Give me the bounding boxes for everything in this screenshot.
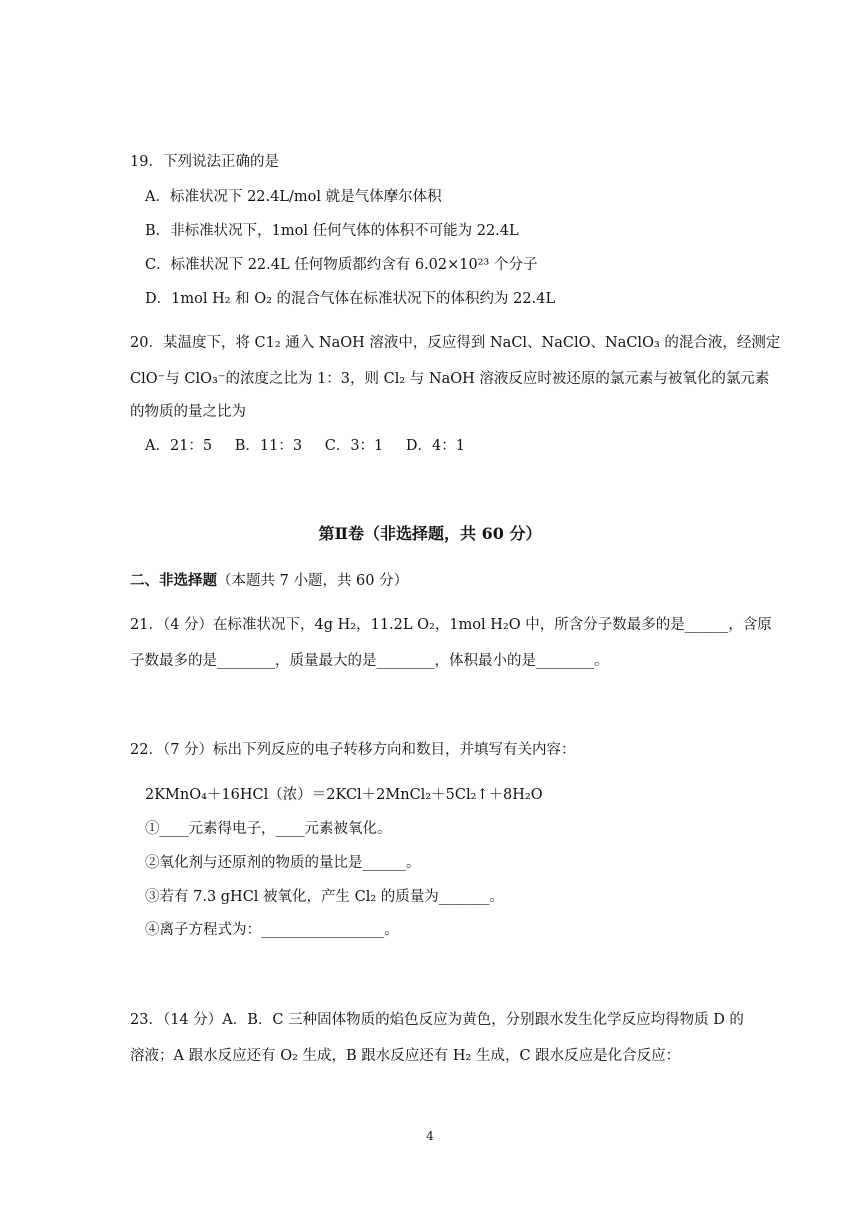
page-number: 4 <box>426 1129 434 1143</box>
q23-line-1: 23．（14 分）A．B．C 三种固体物质的焰色反应为黄色，分别跟水发生化学反应均得物质 D 的 <box>130 1012 744 1028</box>
q20-line-3: 的物质的量之比为 <box>130 404 246 420</box>
section-heading <box>130 571 408 591</box>
q21-line-2: 子数最多的是________，质量最大的是________，体积最小的是________。 <box>130 653 609 669</box>
q20-line-2: ClO⁻与 ClO₃⁻的浓度之比为 1：3，则 Cl₂ 与 NaOH 溶液反应时被还原的氯元素与被氧化的氯元素 <box>130 371 770 387</box>
q19-option-a: A．标准状况下 22.4L/mol 就是气体摩尔体积 <box>145 189 442 205</box>
q19-stem: 19．下列说法正确的是 <box>130 154 279 170</box>
q23-line-2: 溶液；A 跟水反应还有 O₂ 生成，B 跟水反应还有 H₂ 生成，C 跟水反应是化合反应： <box>130 1048 681 1064</box>
q22-equation: 2KMnO₄＋16HCl（浓）＝2KCl＋2MnCl₂＋5Cl₂↑＋8H₂O <box>145 787 543 803</box>
q22-item-3: ③若有 7.3 gHCl 被氧化，产生 Cl₂ 的质量为_______。 <box>145 889 505 905</box>
section-heading-note: （本题共 7 小题，共 60 分） <box>217 573 409 589</box>
q22-item-4: ④离子方程式为：_________________。 <box>145 922 399 938</box>
section-heading-label: 二、非选择题 <box>130 572 217 589</box>
q20-line-1: 20．某温度下，将 C1₂ 通入 NaOH 溶液中，反应得到 NaCl、NaClO、NaClO₃ 的混合液，经测定 <box>130 335 781 351</box>
q20-option-d: D．4：1 <box>405 438 465 454</box>
q20-options <box>145 436 483 456</box>
q19-option-d: D．1mol H₂ 和 O₂ 的混合气体在标准状况下的体积约为 22.4L <box>145 291 556 307</box>
q22-stem: 22．（7 分）标出下列反应的电子转移方向和数目，并填写有关内容： <box>130 742 576 758</box>
q22-item-2: ②氧化剂与还原剂的物质的量比是______。 <box>145 855 421 871</box>
q19-option-c: C．标准状况下 22.4L 任何物质都约含有 6.02×10²³ 个分子 <box>145 257 538 273</box>
q20-option-b: B．11：3 <box>234 438 303 454</box>
q20-option-a: A．21：5 <box>145 438 213 454</box>
q19-option-b: B．非标准状况下，1mol 任何气体的体积不可能为 22.4L <box>145 223 519 239</box>
q20-option-c: C．3：1 <box>324 438 384 454</box>
q21-line-1: 21．（4 分）在标准状况下，4g H₂，11.2L O₂，1mol H₂O 中，所含分子数最多的是______，含原 <box>130 617 772 633</box>
section-title: 第Ⅱ卷（非选择题，共 60 分） <box>318 524 542 543</box>
q22-item-1: ①____元素得电子，____元素被氧化。 <box>145 821 392 837</box>
